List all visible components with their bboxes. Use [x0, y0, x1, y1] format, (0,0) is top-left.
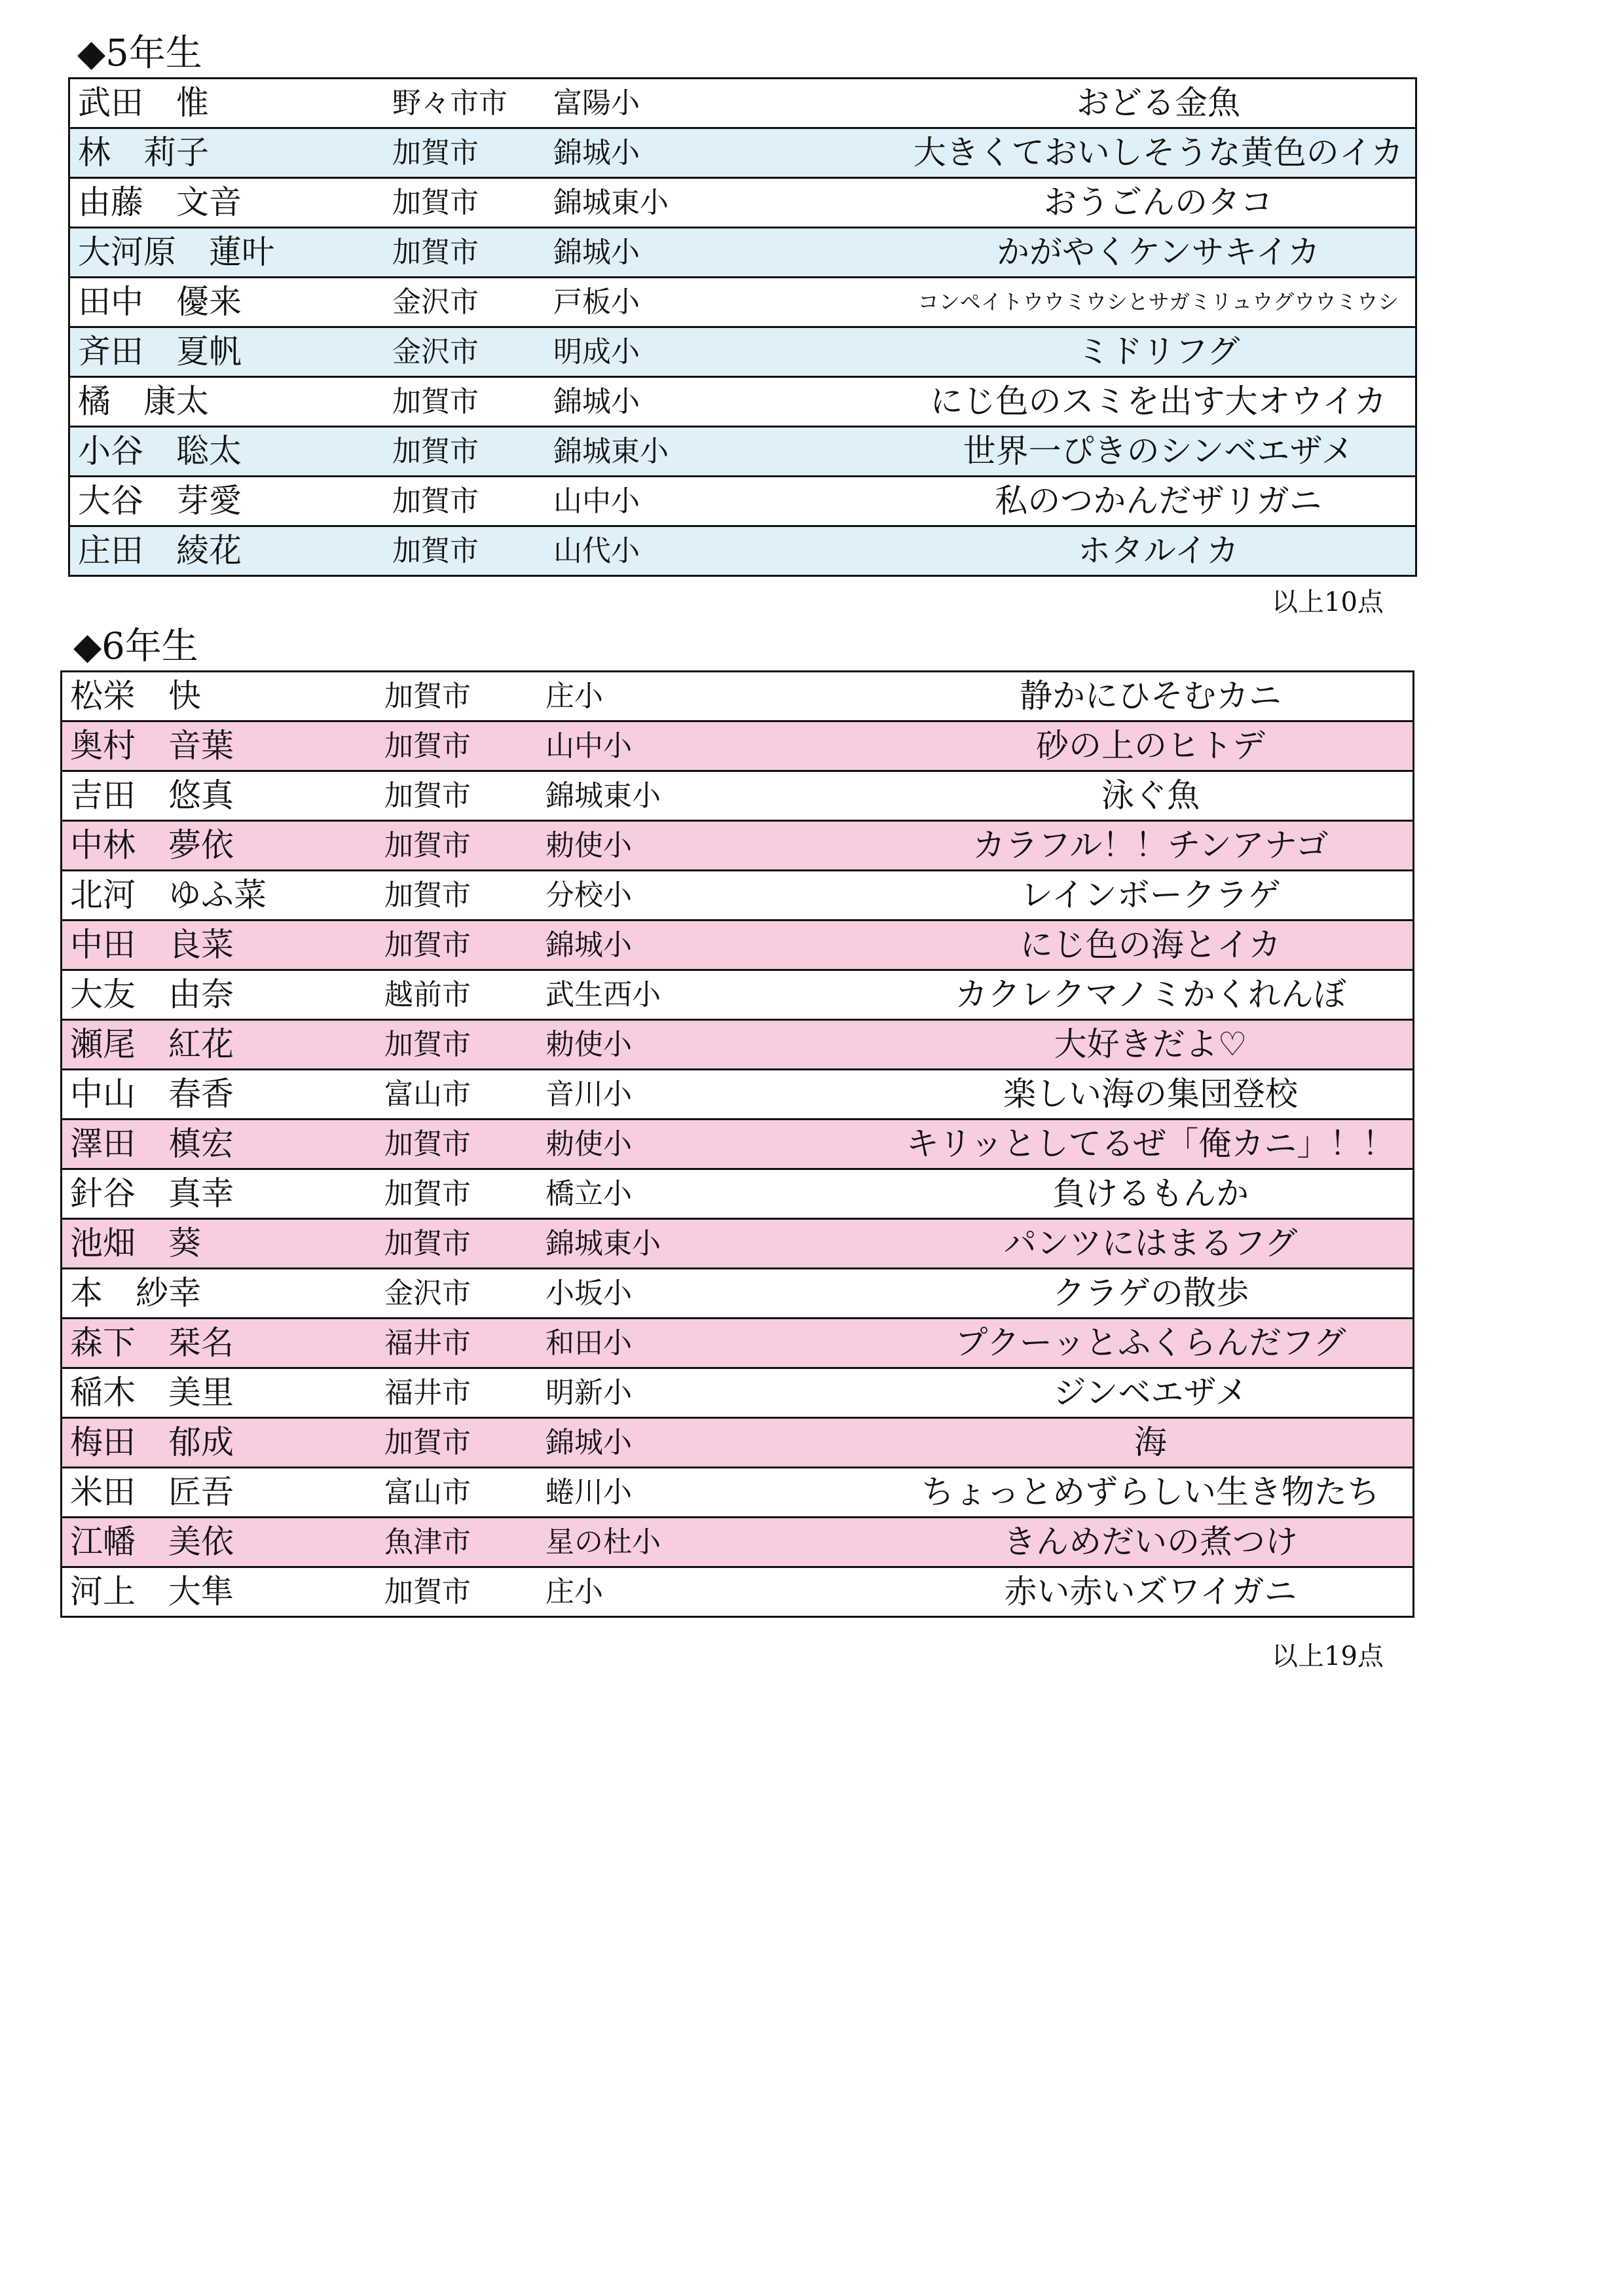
entrant-city: 加賀市 — [384, 879, 471, 912]
entrant-name: 松栄 快 — [70, 677, 201, 715]
entrant-school: 錦城東小 — [545, 779, 661, 812]
entrant-city: 加賀市 — [384, 1227, 471, 1260]
entry-title: 泳ぐ魚 — [1101, 776, 1200, 814]
entry-title: ホタルイカ — [1078, 532, 1239, 570]
entry-title: ジンベエザメ — [1053, 1374, 1248, 1412]
entrant-school: 勅使小 — [545, 1127, 632, 1161]
entrant-name: 田中 優来 — [78, 283, 242, 321]
entry-title: キリッとしてるぜ「俺カニ」！！ — [906, 1125, 1395, 1163]
entrant-school: 小坂小 — [545, 1277, 632, 1310]
entrant-name: 梅田 郁成 — [70, 1423, 234, 1461]
entrant-name: 中山 春香 — [70, 1075, 234, 1113]
entrant-name: 林 莉子 — [78, 134, 209, 172]
table-row — [70, 278, 1415, 328]
table-row — [62, 822, 1412, 871]
entrant-school: 山中小 — [545, 729, 632, 763]
entrant-school: 庄小 — [545, 1575, 603, 1609]
entrant-name: 池畑 葵 — [70, 1224, 201, 1262]
entrant-school: 戸板小 — [553, 285, 640, 319]
table-row — [62, 1220, 1412, 1269]
entry-title: プクーッとふくらんだフグ — [955, 1324, 1346, 1362]
table-row — [62, 921, 1412, 971]
entrant-school: 武生西小 — [545, 978, 661, 1011]
entry-title: きんめだいの煮つけ — [1003, 1523, 1298, 1561]
entry-title: カクレクマノミかくれんぼ — [955, 975, 1346, 1013]
entrant-name: 斉田 夏帆 — [78, 333, 242, 371]
entry-title: 私のつかんだザリガニ — [995, 482, 1322, 520]
entrant-city: 加賀市 — [384, 729, 471, 763]
table-row — [70, 79, 1415, 129]
entrant-name: 本 紗幸 — [70, 1274, 201, 1312]
table-row — [62, 1170, 1412, 1220]
table-row — [62, 971, 1412, 1021]
entrant-name: 米田 匠吾 — [70, 1473, 234, 1511]
entries-table-grade6 — [60, 670, 1414, 1618]
entrant-city: 加賀市 — [384, 928, 471, 962]
entrant-city: 魚津市 — [384, 1525, 471, 1559]
entry-title: カラフル！！チンアナゴ — [972, 826, 1329, 864]
entry-title: クラゲの散歩 — [1052, 1274, 1249, 1312]
entrant-name: 針谷 真幸 — [70, 1175, 234, 1212]
entry-title: ミドリフグ — [1077, 333, 1240, 371]
entrant-city: 野々市市 — [392, 86, 507, 120]
entrant-school: 錦城小 — [545, 1426, 632, 1459]
section-heading-grade6: ◆6年生 — [73, 625, 198, 668]
entrant-school: 明新小 — [545, 1376, 632, 1410]
entrant-city: 加賀市 — [392, 236, 479, 269]
entrant-name: 瀬尾 紅花 — [70, 1025, 234, 1063]
entrant-name: 稲木 美里 — [70, 1374, 234, 1412]
entry-title: 負けるもんか — [1052, 1175, 1249, 1212]
table-row — [62, 1468, 1412, 1518]
entrant-name: 小谷 聡太 — [78, 432, 242, 470]
entrant-city: 加賀市 — [384, 779, 471, 812]
entrant-city: 加賀市 — [392, 186, 479, 219]
entrant-name: 北河 ゆふ菜 — [70, 876, 267, 914]
table-row — [62, 1369, 1412, 1419]
entry-title: 大きくておいしそうな黄色のイカ — [913, 134, 1404, 172]
table-row — [70, 328, 1415, 378]
entry-title: パンツにはまるフグ — [1003, 1224, 1298, 1262]
entrant-name: 奥村 音葉 — [70, 727, 234, 765]
entrant-name: 大友 由奈 — [70, 975, 234, 1013]
entry-title: 海 — [1134, 1423, 1167, 1461]
table-row — [62, 1319, 1412, 1369]
entrant-school: 庄小 — [545, 680, 603, 713]
entrant-name: 澤田 槙宏 — [70, 1125, 234, 1163]
table-row — [62, 1021, 1412, 1070]
entry-title: 赤い赤いズワイガニ — [1004, 1573, 1297, 1611]
entrant-city: 加賀市 — [392, 484, 479, 518]
table-row — [62, 1419, 1412, 1468]
entry-title: 砂の上のヒトデ — [1036, 727, 1265, 765]
table-row — [70, 129, 1415, 179]
entry-title: にじ色のスミを出す大オウイカ — [930, 382, 1387, 420]
entry-title: 大好きだよ♡ — [1054, 1025, 1247, 1063]
entrant-school: 勅使小 — [545, 1028, 632, 1061]
entrant-school: 錦城小 — [553, 236, 640, 269]
entrant-city: 加賀市 — [392, 136, 479, 170]
entry-title: 世界一ぴきのシンベエザメ — [963, 432, 1354, 470]
entrant-city: 越前市 — [384, 978, 471, 1011]
table-row — [62, 1070, 1412, 1120]
table-row — [70, 477, 1415, 527]
entrant-name: 橘 康太 — [78, 382, 209, 420]
table-row — [70, 527, 1415, 577]
entry-title: 楽しい海の集団登校 — [1003, 1075, 1298, 1113]
entrant-name: 大河原 蓮叶 — [78, 233, 274, 271]
table-row — [70, 378, 1415, 428]
entrant-name: 森下 栞名 — [70, 1324, 234, 1362]
entrant-city: 加賀市 — [384, 680, 471, 713]
entrant-school: 橋立小 — [545, 1177, 632, 1211]
entrant-school: 和田小 — [545, 1326, 632, 1360]
entries-table-grade5 — [68, 77, 1417, 577]
table-row — [62, 722, 1412, 772]
entrant-school: 勅使小 — [545, 829, 632, 862]
table-row — [62, 1269, 1412, 1319]
table-row — [62, 1568, 1412, 1618]
entrant-school: 星の杜小 — [545, 1525, 661, 1559]
table-row — [70, 179, 1415, 228]
table-row — [70, 428, 1415, 477]
entrant-name: 吉田 悠真 — [70, 776, 234, 814]
entry-title: にじ色の海とイカ — [1020, 926, 1282, 964]
entrant-city: 富山市 — [384, 1078, 471, 1111]
entry-title: レインボークラゲ — [1020, 876, 1281, 914]
entrant-name: 庄田 綾花 — [78, 532, 242, 570]
entrant-school: 錦城東小 — [553, 186, 669, 219]
entrant-city: 金沢市 — [384, 1277, 471, 1310]
table-row — [62, 772, 1412, 822]
entry-title: 静かにひそむカニ — [1020, 677, 1282, 715]
entrant-school: 山中小 — [553, 484, 640, 518]
table-row — [62, 871, 1412, 921]
entrant-city: 加賀市 — [384, 829, 471, 862]
entry-title: コンペイトウウミウシとサガミリュウグウウミウシ — [917, 289, 1399, 314]
entrant-name: 由藤 文音 — [78, 183, 242, 221]
entry-title: おどる金魚 — [1077, 84, 1240, 122]
entrant-school: 分校小 — [545, 879, 632, 912]
table-row — [62, 1120, 1412, 1170]
entrant-city: 加賀市 — [392, 385, 479, 418]
entrant-name: 江幡 美依 — [70, 1523, 234, 1561]
section-heading-grade5: ◆5年生 — [77, 32, 202, 75]
entrant-city: 富山市 — [384, 1476, 471, 1509]
entrant-school: 富陽小 — [553, 86, 640, 120]
entrant-school: 音川小 — [545, 1078, 632, 1111]
entry-total-grade5: 以上10点 — [1272, 587, 1384, 617]
table-row — [62, 672, 1412, 722]
entrant-school: 錦城小 — [553, 385, 640, 418]
entrant-name: 河上 大隼 — [70, 1573, 234, 1611]
entrant-name: 武田 惟 — [78, 84, 209, 122]
entrant-school: 蜷川小 — [545, 1476, 632, 1509]
entry-title: かがやくケンサキイカ — [997, 233, 1320, 271]
entrant-city: 加賀市 — [392, 435, 479, 468]
entrant-city: 金沢市 — [392, 335, 479, 369]
entrant-city: 福井市 — [384, 1326, 471, 1360]
entrant-city: 加賀市 — [392, 534, 479, 568]
entrant-school: 明成小 — [553, 335, 640, 369]
entrant-city: 加賀市 — [384, 1127, 471, 1161]
entrant-school: 錦城東小 — [545, 1227, 661, 1260]
entrant-city: 加賀市 — [384, 1426, 471, 1459]
entry-total-grade6: 以上19点 — [1272, 1641, 1384, 1671]
entrant-name: 中田 良菜 — [70, 926, 234, 964]
entrant-name: 中林 夢依 — [70, 826, 234, 864]
entrant-city: 福井市 — [384, 1376, 471, 1410]
entrant-school: 錦城小 — [545, 928, 632, 962]
entrant-city: 加賀市 — [384, 1177, 471, 1211]
entrant-city: 加賀市 — [384, 1575, 471, 1609]
entrant-name: 大谷 芽愛 — [78, 482, 242, 520]
entrant-school: 錦城東小 — [553, 435, 669, 468]
table-row — [62, 1518, 1412, 1568]
table-row — [70, 228, 1415, 278]
entrant-school: 錦城小 — [553, 136, 640, 170]
entrant-city: 加賀市 — [384, 1028, 471, 1061]
entry-title: ちょっとめずらしい生き物たち — [921, 1473, 1380, 1511]
entrant-school: 山代小 — [553, 534, 640, 568]
entrant-city: 金沢市 — [392, 285, 479, 319]
entry-title: おうごんのタコ — [1044, 183, 1273, 221]
